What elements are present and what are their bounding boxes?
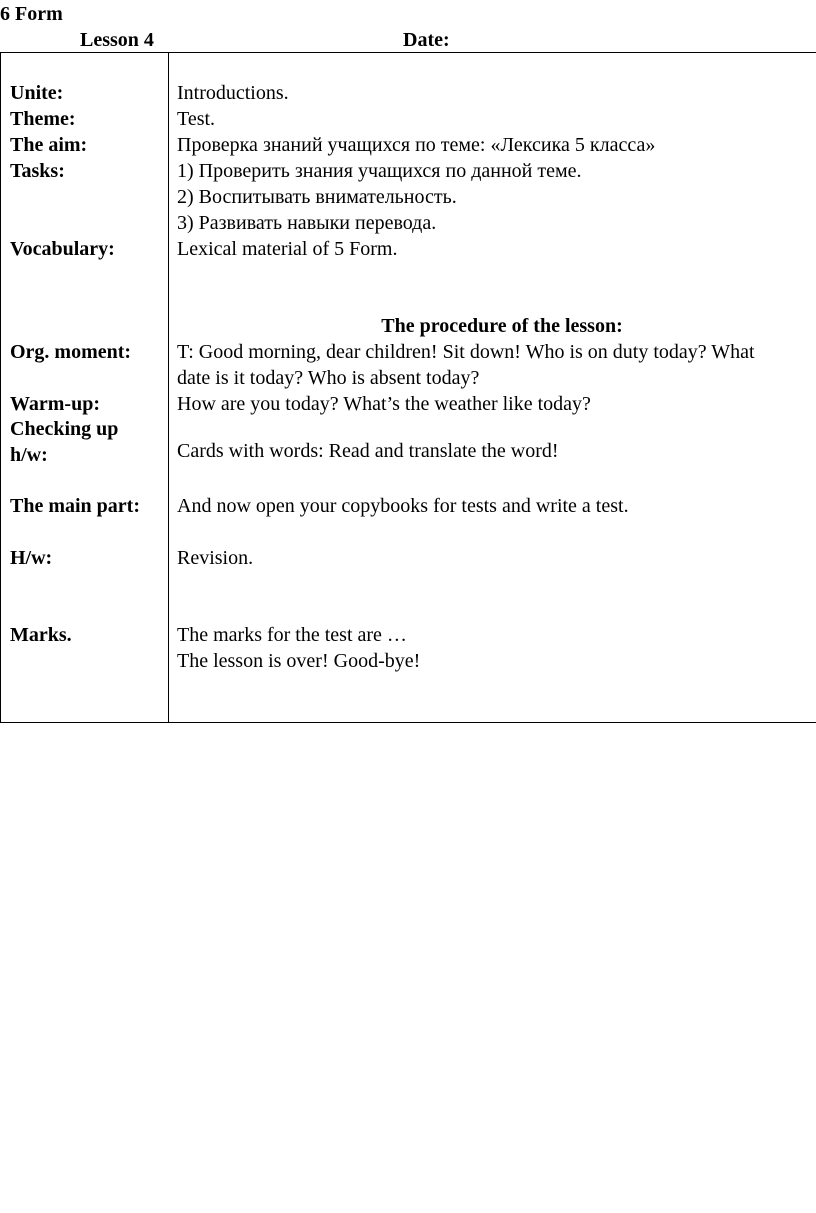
marks-line-2: The lesson is over! Good-bye! [177, 650, 421, 672]
column-divider [168, 53, 169, 722]
aim-label: The aim: [10, 134, 88, 156]
org-moment-label: Org. moment: [10, 341, 132, 363]
unite-value: Introductions. [177, 82, 289, 104]
theme-value: Test. [177, 108, 216, 130]
vocabulary-label: Vocabulary: [10, 238, 115, 260]
checking-label-line-1: Checking up [10, 418, 119, 440]
tasks-label: Tasks: [10, 160, 65, 182]
task-item-2: 2) Воспитывать внимательность. [177, 186, 457, 208]
main-part-label: The main part: [10, 495, 140, 517]
procedure-title: The procedure of the lesson: [381, 315, 623, 337]
unite-label: Unite: [10, 82, 64, 104]
org-moment-line-2: date is it today? Who is absent today? [177, 367, 480, 389]
marks-label: Marks. [10, 624, 72, 646]
aim-value: Проверка знаний учащихся по теме: «Лексика 5 класса» [177, 134, 656, 156]
homework-label: H/w: [10, 547, 53, 569]
task-item-3: 3) Развивать навыки перевода. [177, 212, 437, 234]
checking-label-line-2: h/w: [10, 444, 48, 466]
vocabulary-value: Lexical material of 5 Form. [177, 238, 398, 260]
warm-up-label: Warm-up: [10, 393, 100, 415]
theme-label: Theme: [10, 108, 76, 130]
main-part-value: And now open your copybooks for tests and write a test. [177, 495, 629, 517]
date-label: Date: [403, 29, 450, 51]
warm-up-value: How are you today? What’s the weather like today? [177, 393, 591, 415]
checking-value: Cards with words: Read and translate the word! [177, 440, 559, 462]
form-title: 6 Form [0, 3, 63, 25]
task-item-1: 1) Проверить знания учащихся по данной теме. [177, 160, 582, 182]
homework-value: Revision. [177, 547, 254, 569]
lesson-number: Lesson 4 [80, 29, 154, 51]
org-moment-line-1: T: Good morning, dear children! Sit down! Who is on duty today? What [177, 341, 755, 363]
lesson-plan-table [0, 52, 816, 723]
marks-line-1: The marks for the test are … [177, 624, 407, 646]
